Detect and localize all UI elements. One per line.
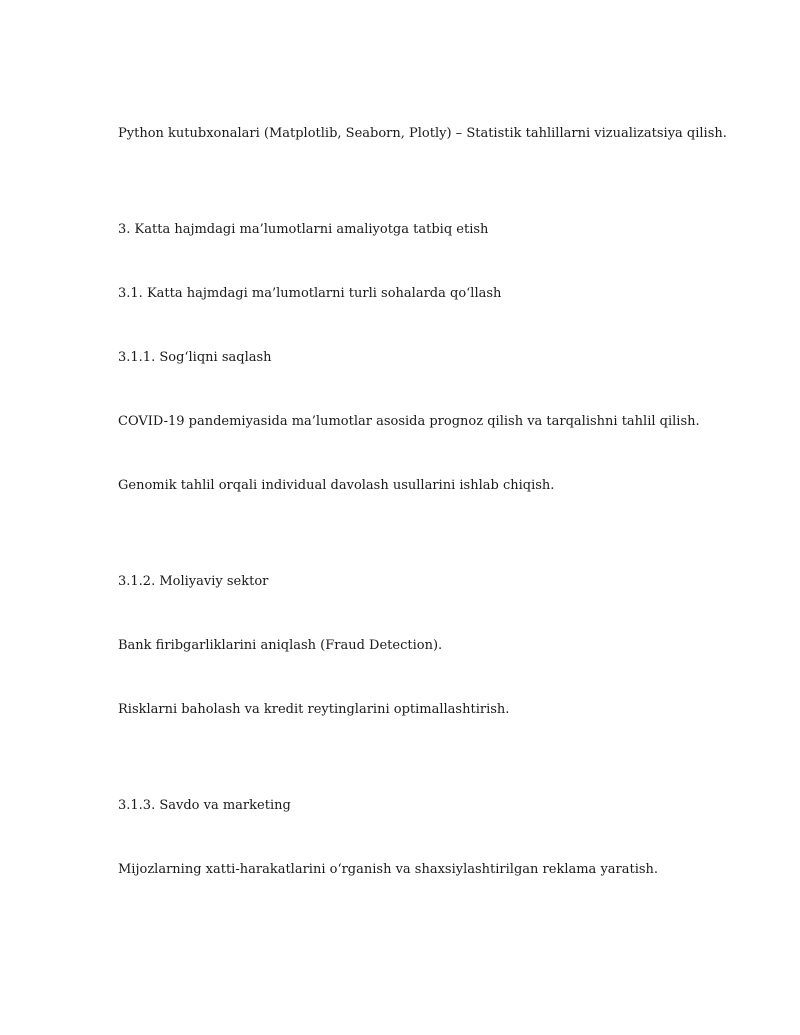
section-heading-3-1-2: 3.1.2. Moliyaviy sektor	[118, 574, 269, 589]
section-heading-3: 3. Katta hajmdagi ma’lumotlarni amaliyotga tatbiq etish	[118, 222, 489, 237]
section-heading-3-1-3: 3.1.3. Savdo va marketing	[118, 798, 291, 813]
section-heading-3-1: 3.1. Katta hajmdagi ma’lumotlarni turli sohalarda qo‘llash	[118, 286, 502, 301]
section-heading-3-1-1: 3.1.1. Sog‘liqni saqlash	[118, 350, 272, 365]
paragraph-python-libraries: Python kutubxonalari (Matplotlib, Seaborn, Plotly) – Statistik tahlillarni vizualizatsiya qilish.	[118, 126, 727, 141]
paragraph-risk-assessment: Risklarni baholash va kredit reytinglarini optimallashtirish.	[118, 702, 510, 717]
paragraph-covid-forecast: COVID-19 pandemiyasida ma’lumotlar asosida prognoz qilish va tarqalishni tahlil qilish.	[118, 414, 700, 429]
paragraph-customer-behavior: Mijozlarning xatti-harakatlarini o‘rganish va shaxsiylashtirilgan reklama yaratish.	[118, 862, 659, 877]
paragraph-genomic-analysis: Genomik tahlil orqali individual davolash usullarini ishlab chiqish.	[118, 478, 555, 493]
paragraph-fraud-detection: Bank firibgarliklarini aniqlash (Fraud Detection).	[118, 638, 443, 653]
